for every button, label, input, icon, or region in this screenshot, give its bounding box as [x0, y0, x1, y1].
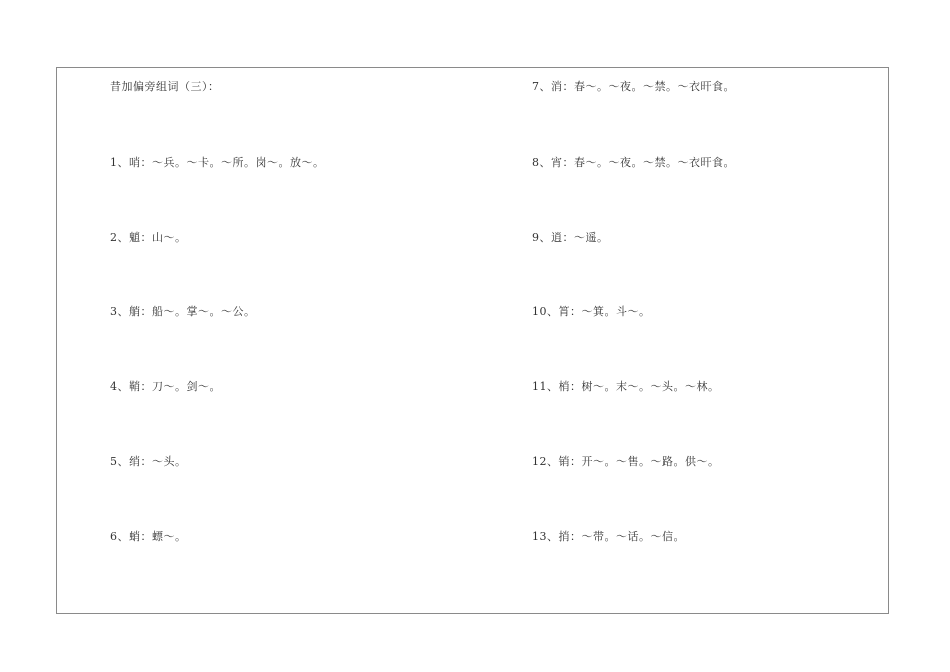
list-item-13: 13、捎：～带。～话。～信。	[532, 530, 685, 543]
list-item-3: 3、艄：船～。掌～。～公。	[110, 305, 256, 318]
list-item-9: 9、逍：～遥。	[532, 231, 609, 244]
list-item-12: 12、销：开～。～售。～路。供～。	[532, 455, 720, 468]
list-item-10: 10、筲：～箕。斗～。	[532, 305, 651, 318]
list-item-8: 8、宵：春～。～夜。～禁。～衣旰食。	[532, 156, 735, 169]
list-item-6: 6、蛸：螵～。	[110, 530, 187, 543]
document-title: 昔加偏旁组词（三）：	[110, 80, 220, 93]
list-item-5: 5、绡：～头。	[110, 455, 187, 468]
list-item-2: 2、魈：山～。	[110, 231, 187, 244]
list-item-4: 4、鞘：刀～。剑～。	[110, 380, 221, 393]
list-item-1: 1、哨：～兵。～卡。～所。岗～。放～。	[110, 156, 325, 169]
list-item-7: 7、消：春～。～夜。～禁。～衣旰食。	[532, 80, 735, 93]
list-item-11: 11、梢：树～。末～。～头。～林。	[532, 380, 720, 393]
